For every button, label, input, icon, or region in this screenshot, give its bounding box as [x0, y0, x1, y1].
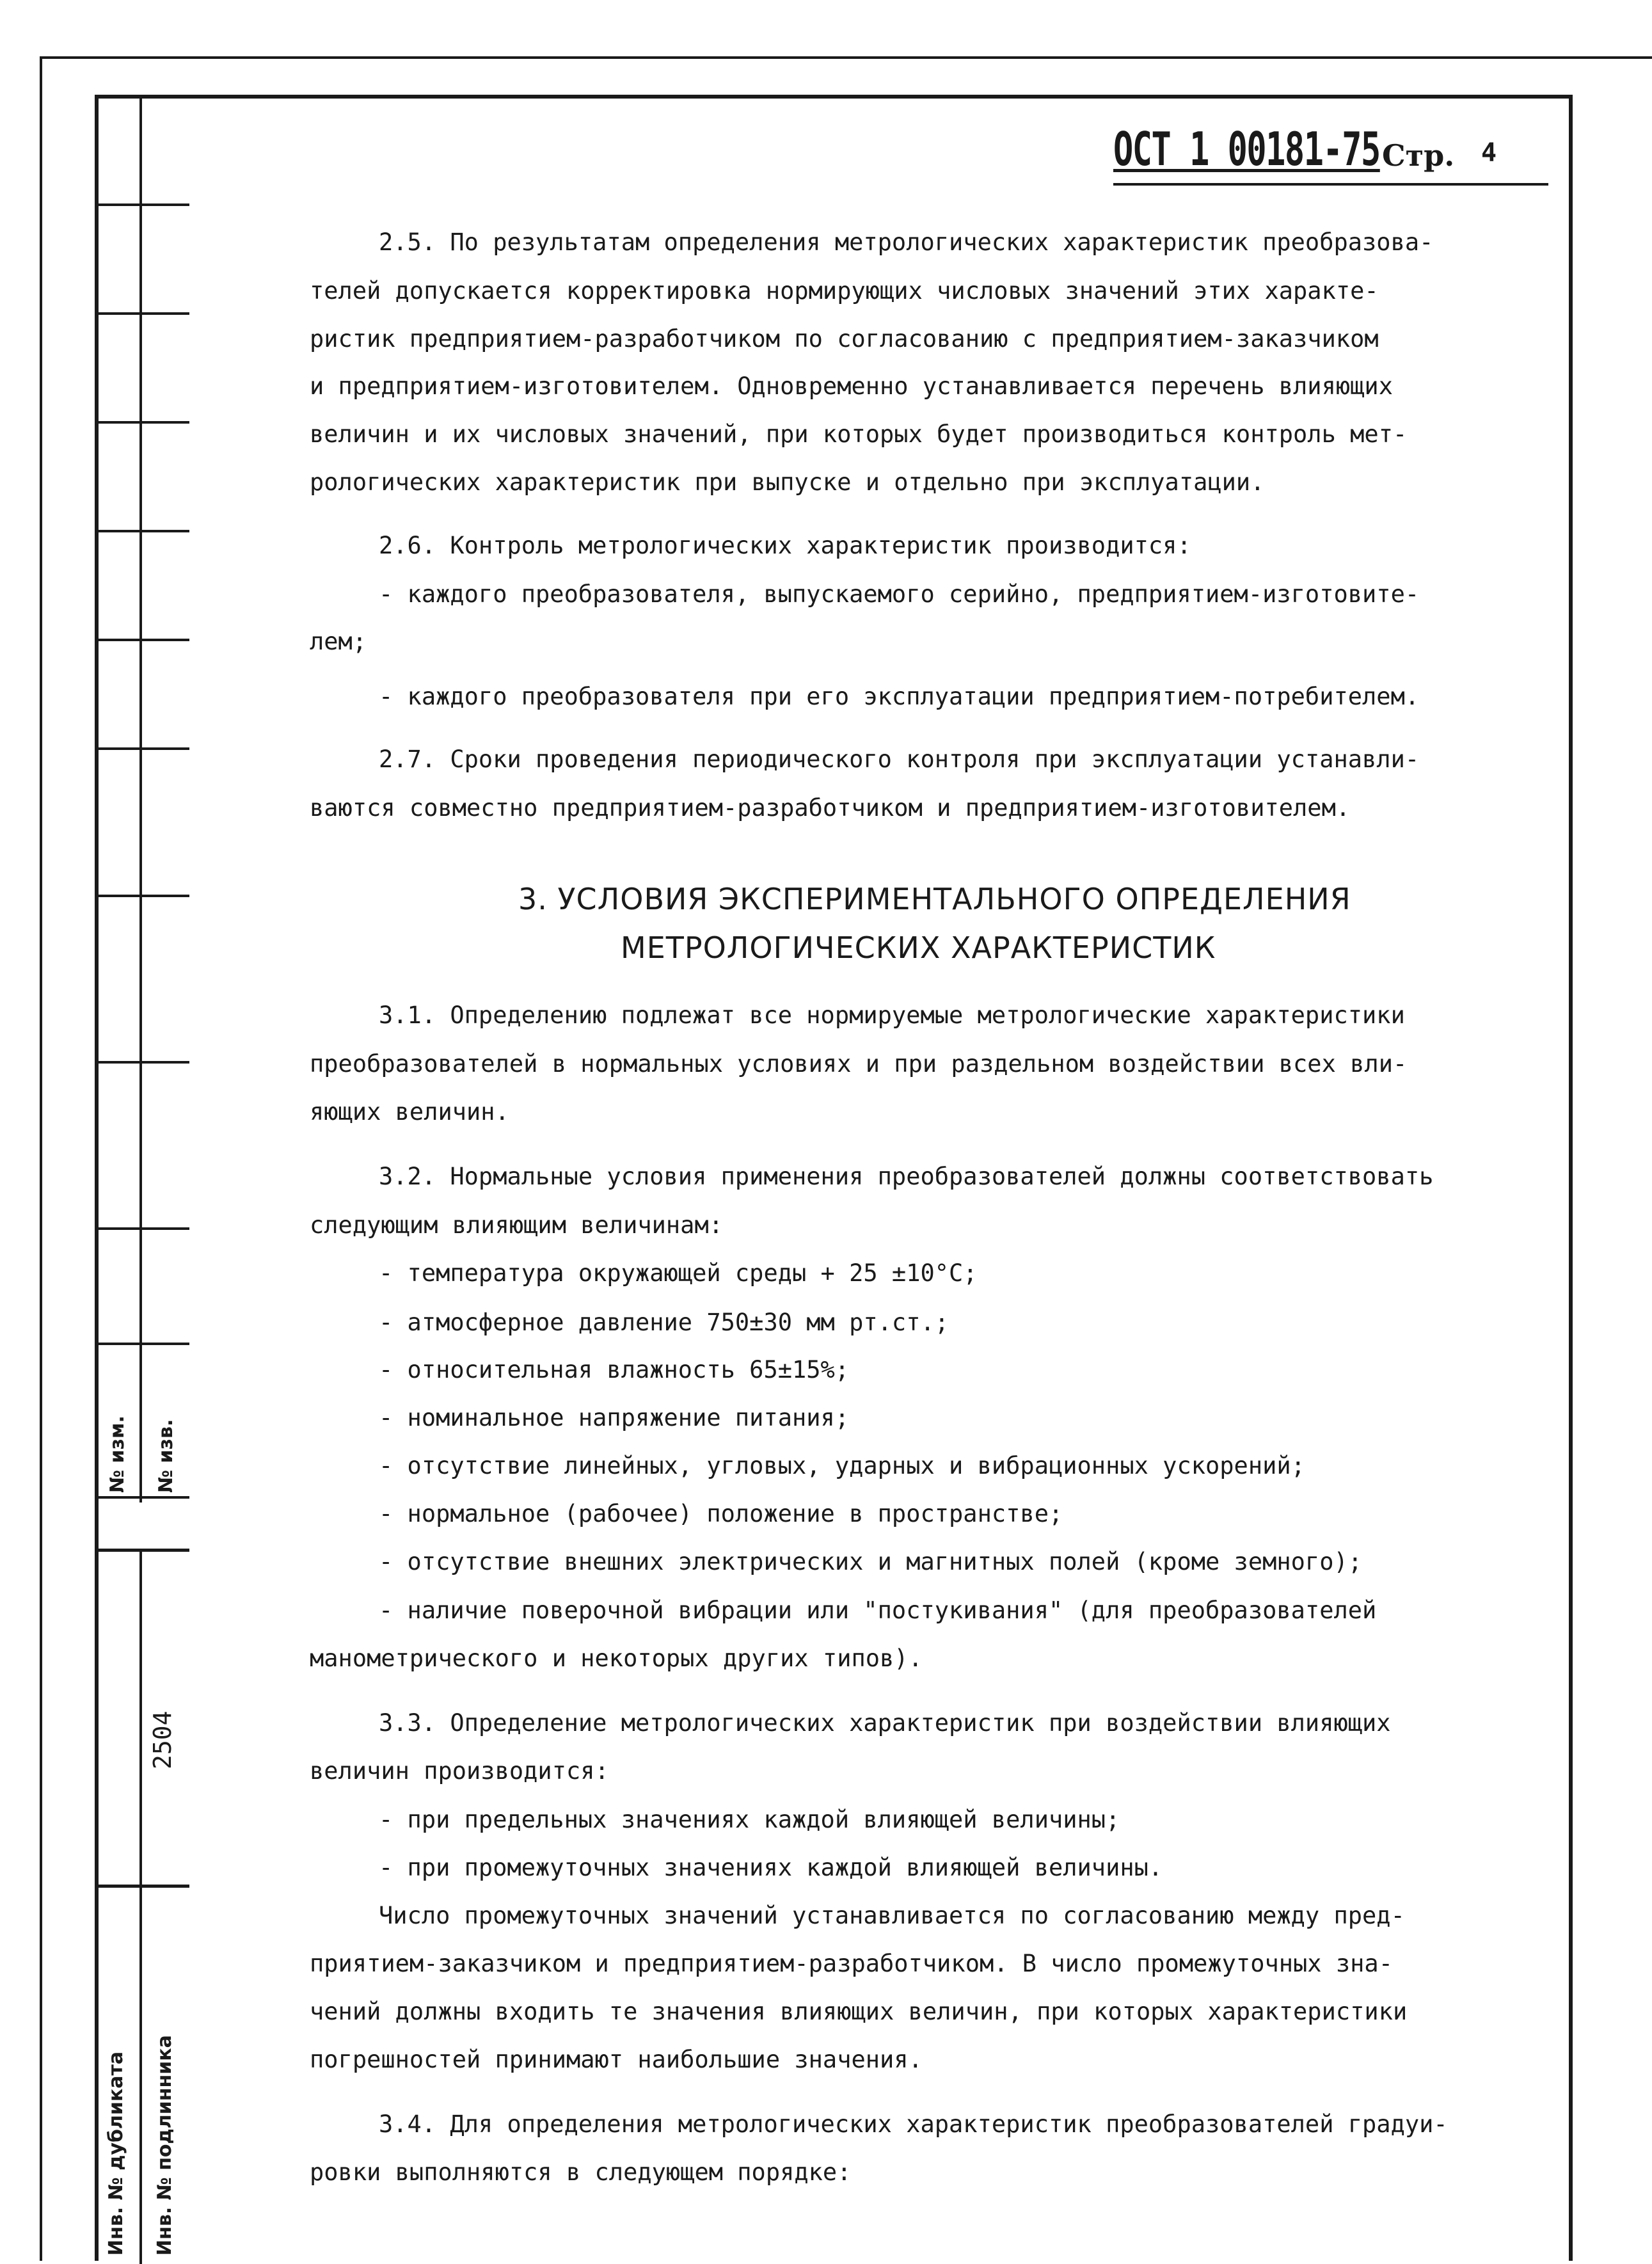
paragraph-line: преобразователей в нормальных условиях и при раздельном воздействии всех вли- [310, 1050, 1408, 1078]
paragraph-line: ровки выполняются в следующем порядке: [310, 2158, 852, 2186]
page-number: 4 [1481, 138, 1497, 168]
stamp-row-line [95, 639, 189, 641]
original-inventory-number: 2504 [148, 1710, 177, 1769]
paragraph-line: лем; [310, 628, 367, 655]
paragraph-line: погрешностей принимают наибольшие значения. [310, 2046, 923, 2073]
paragraph-line: величин производится: [310, 1757, 609, 1785]
section-title: МЕТРОЛОГИЧЕСКИХ ХАРАКТЕРИСТИК [621, 930, 1216, 965]
list-item: - нормальное (рабочее) положение в пространстве; [379, 1500, 1063, 1527]
stamp-row-line [95, 312, 189, 315]
paragraph-line: ристик предприятием-разработчиком по согласованию с предприятием-заказчиком [310, 325, 1379, 353]
page-label: Стр. [1382, 138, 1455, 173]
standard-designation: ОСТ 1 00181-75 [1113, 122, 1380, 176]
paragraph-line: 2.7. Сроки проведения периодического контроля при эксплуатации устанавли- [379, 745, 1420, 773]
paragraph-line: яющих величин. [310, 1098, 509, 1126]
list-item: - температура окружающей среды + 25 ±10°С; [379, 1259, 978, 1287]
page-header [1113, 122, 1548, 186]
list-item: - наличие поверочной вибрации или "постукивания" (для преобразователей [379, 1597, 1377, 1624]
paragraph-line: ваются совместно предприятием-разработчиком и предприятием-изготовителем. [310, 794, 1351, 822]
original-inventory-label: Инв. № подлинника [154, 2035, 176, 2256]
stamp-divider [139, 95, 142, 1503]
stamp-divider [139, 1552, 142, 2264]
stamp-column-top [95, 95, 189, 1503]
list-item: - при промежуточных значениях каждой влияющей величины. [379, 1854, 1163, 1881]
paragraph-line: 3.2. Нормальные условия применения преобразователей должны соответствовать [379, 1163, 1434, 1190]
list-item: - каждого преобразователя, выпускаемого серийно, предприятием-изготовите- [379, 580, 1420, 608]
stamp-row-line [95, 1343, 189, 1345]
section-title: 3. УСЛОВИЯ ЭКСПЕРИМЕНТАЛЬНОГО ОПРЕДЕЛЕНИЯ [518, 882, 1351, 916]
list-item: - отсутствие линейных, угловых, ударных и вибрационных ускорений; [379, 1452, 1305, 1479]
paragraph-line: телей допускается корректировка нормирующих числовых значений этих характе- [310, 277, 1379, 305]
stamp-row-line [95, 747, 189, 750]
list-item: - отсутствие внешних электрических и магнитных полей (кроме земного); [379, 1548, 1363, 1575]
list-item: - каждого преобразователя при его эксплуатации предприятием-потребителем. [379, 683, 1420, 710]
list-item: - при предельных значениях каждой влияющей величины; [379, 1806, 1120, 1833]
paragraph-line: 2.5. По результатам определения метрологических характеристик преобразова- [379, 228, 1434, 256]
stamp-row-line [95, 1496, 189, 1499]
duplicate-inventory-label: Инв. № дубликата [105, 2051, 127, 2256]
change-number-label: № изм. [106, 1415, 129, 1493]
stamp-column-bottom [95, 1549, 189, 2261]
stamp-row-line [95, 421, 189, 424]
paragraph-line: величин и их числовых значений, при которых будет производиться контроль мет- [310, 420, 1408, 448]
list-item: - относительная влажность 65±15%; [379, 1356, 850, 1383]
paragraph-line: следующим влияющим величинам: [310, 1211, 724, 1239]
stamp-row-line [95, 530, 189, 532]
stamp-row-line [95, 1885, 189, 1888]
stamp-row-line [95, 1061, 189, 1064]
paragraph-line: манометрического и некоторых других типов). [310, 1645, 923, 1672]
paragraph-line: Число промежуточных значений устанавливается по согласованию между пред- [379, 1902, 1405, 1929]
paragraph-line: рологических характеристик при выпуске и отдельно при эксплуатации. [310, 468, 1265, 496]
stamp-row-line [95, 203, 189, 206]
paragraph-line: чений должны входить те значения влияющих величин, при которых характеристики [310, 1998, 1408, 2025]
stamp-row-line [95, 895, 189, 897]
notice-number-label: № изв. [155, 1419, 177, 1493]
list-item: - номинальное напряжение питания; [379, 1404, 850, 1431]
list-item: - атмосферное давление 750±30 мм рт.ст.; [379, 1309, 949, 1336]
paragraph-line: 3.1. Определению подлежат все нормируемые метрологические характеристики [379, 1001, 1405, 1029]
paragraph-line: 3.4. Для определения метрологических характеристик преобразователей градуи- [379, 2110, 1448, 2138]
paragraph-line: приятием-заказчиком и предприятием-разработчиком. В число промежуточных зна- [310, 1950, 1393, 1977]
paragraph-line: 2.6. Контроль метрологических характеристик производится: [379, 532, 1191, 559]
paragraph-line: и предприятием-изготовителем. Одновременно устанавливается перечень влияющих [310, 372, 1393, 400]
stamp-row-line [95, 1227, 189, 1230]
paragraph-line: 3.3. Определение метрологических характеристик при воздействии влияющих [379, 1709, 1391, 1737]
